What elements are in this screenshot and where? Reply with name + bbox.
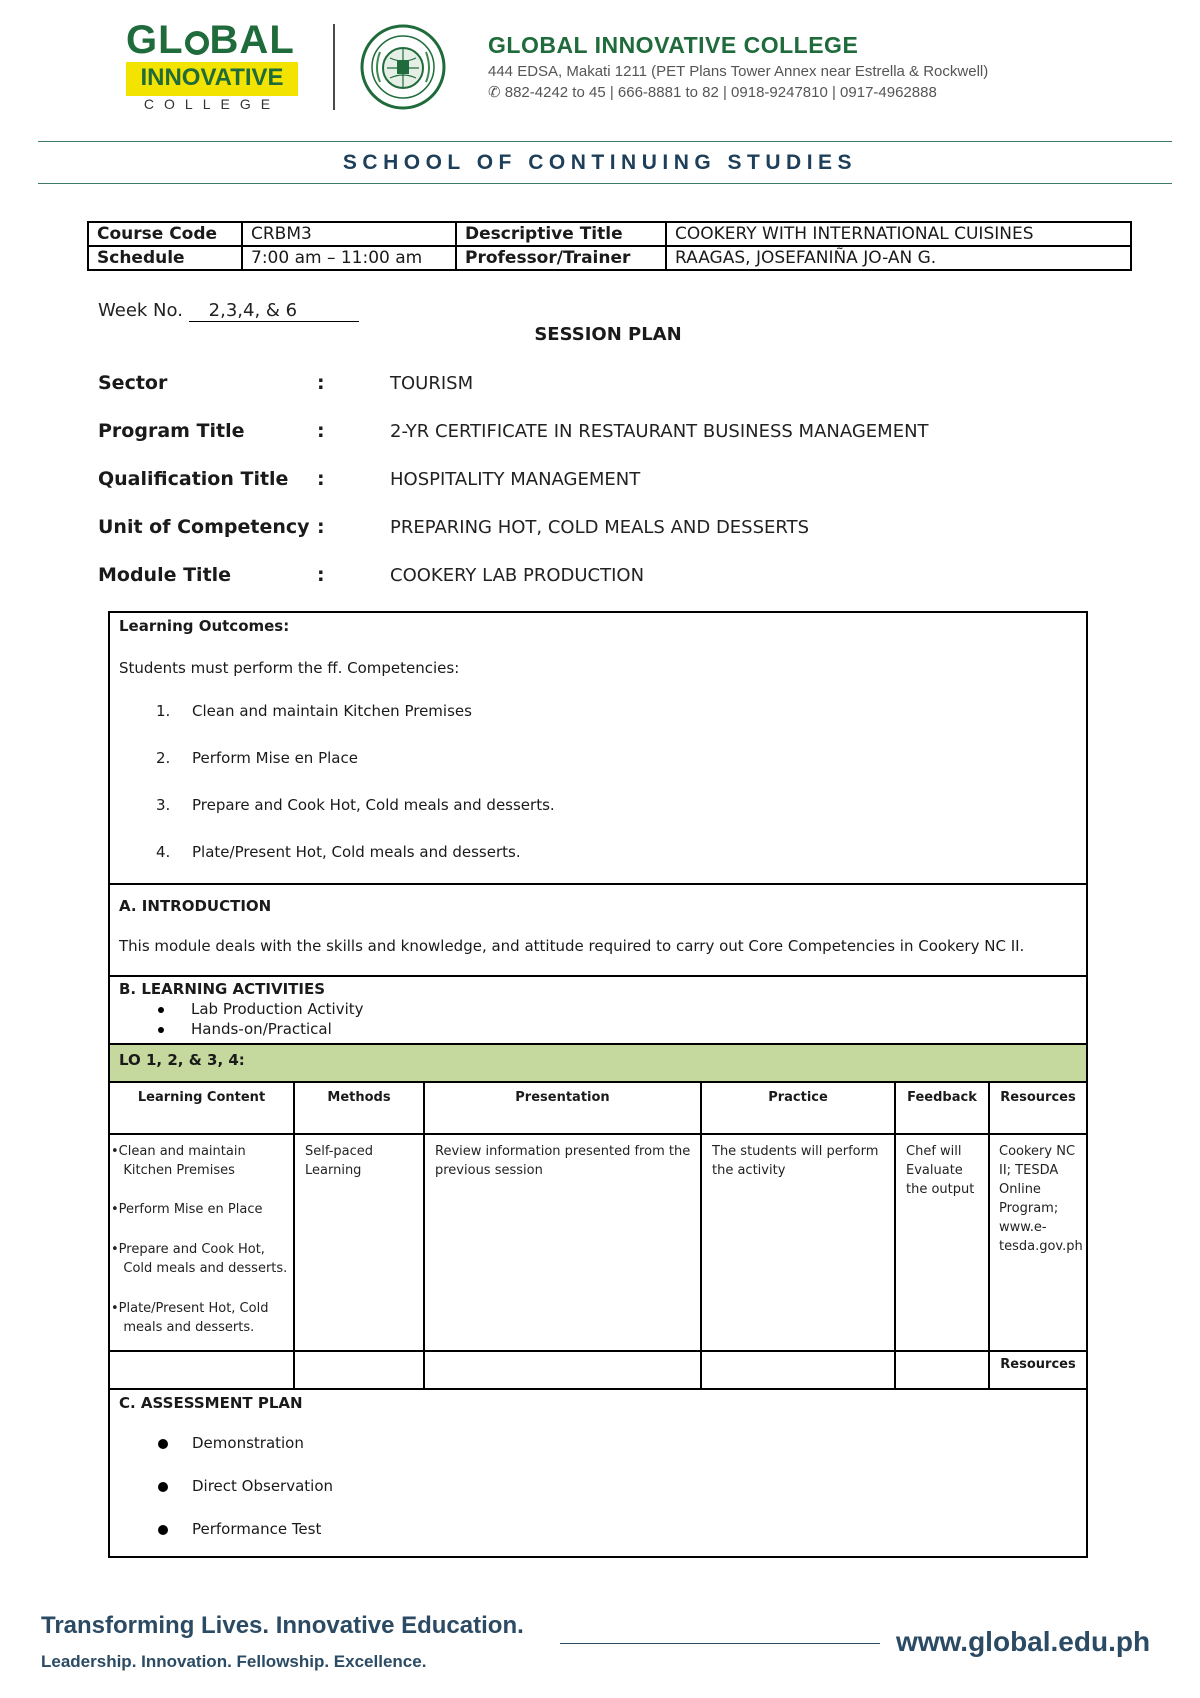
college-address: 444 EDSA, Makati 1211 (PET Plans Tower Annex near Estrella & Rockwell)	[488, 63, 989, 80]
course-info-row	[88, 222, 1131, 246]
header-learning-content: Learning Content	[137, 1090, 266, 1105]
bullet-icon	[158, 1439, 168, 1449]
field-colon: :	[317, 372, 325, 394]
presentation-cell: Review information presented from the previous session	[435, 1144, 691, 1178]
header-resources: Resources	[1000, 1090, 1076, 1105]
course-code-value: CRBM3	[242, 222, 456, 246]
section-divider	[108, 883, 1088, 885]
learning-content-item: •Plate/Present Hot, Cold meals and desserts.	[111, 1301, 269, 1335]
outcome-number: 1.	[156, 702, 171, 720]
school-title: SCHOOL OF CONTINUING STUDIES	[342, 151, 858, 174]
professor-value: RAAGAS, JOSEFANIÑA JO-AN G.	[666, 246, 1131, 270]
introduction-text: This module deals with the skills and knowledge, and attitude required to carry out Core Competencies in Cookery NC II.	[119, 937, 1025, 955]
qualification-title-label: Qualification Title	[98, 468, 289, 490]
qualification-title-value: HOSPITALITY MANAGEMENT	[390, 469, 641, 490]
professor-label: Professor/Trainer	[456, 246, 666, 270]
grid-column-line	[988, 1083, 990, 1388]
assessment-item: Demonstration	[158, 1434, 304, 1452]
outcome-item: Plate/Present Hot, Cold meals and desserts.	[192, 843, 521, 861]
unit-of-competency-label: Unit of Competency	[98, 516, 310, 538]
college-name-heading: GLOBAL INNOVATIVE COLLEGE	[488, 32, 859, 58]
field-colon: :	[317, 468, 325, 490]
learning-outcomes-heading: Learning Outcomes:	[119, 617, 290, 635]
header-rule-bottom	[38, 183, 1172, 184]
module-title-value: COOKERY LAB PRODUCTION	[390, 565, 645, 586]
footer-values: Leadership. Innovation. Fellowship. Excellence.	[41, 1652, 427, 1671]
section-divider	[108, 975, 1088, 977]
outcome-item: Perform Mise en Place	[192, 749, 358, 767]
activity-item: Hands-on/Practical	[158, 1020, 332, 1038]
methods-cell: Self-paced Learning	[305, 1144, 374, 1178]
outcome-item: Clean and maintain Kitchen Premises	[192, 702, 472, 720]
field-colon: :	[317, 564, 325, 586]
descriptive-title-value: COOKERY WITH INTERNATIONAL CUISINES	[666, 222, 1131, 246]
outcome-number: 4.	[156, 843, 171, 861]
learning-content-item: •Prepare and Cook Hot, Cold meals and desserts.	[111, 1242, 288, 1276]
week-value: 2,3,4, & 6	[189, 300, 359, 322]
learning-outcomes-intro: Students must perform the ff. Competencies:	[119, 659, 460, 677]
activity-item: Lab Production Activity	[158, 1000, 364, 1018]
assessment-item: Performance Test	[158, 1520, 321, 1538]
program-title-value: 2-YR CERTIFICATE IN RESTAURANT BUSINESS MANAGEMENT	[390, 421, 929, 442]
course-info-row	[88, 246, 1131, 270]
lo-band	[110, 1045, 1086, 1083]
footer-website-link[interactable]: www.global.edu.ph	[896, 1626, 1151, 1657]
header-practice: Practice	[768, 1090, 828, 1105]
logo-divider	[333, 24, 335, 110]
sector-label: Sector	[98, 372, 168, 394]
logo-innovative-text: INNOVATIVE	[140, 64, 284, 91]
logo-globe-o-icon	[185, 31, 209, 55]
learning-activities-heading: B. LEARNING ACTIVITIES	[119, 980, 326, 998]
grid-column-line	[894, 1083, 896, 1388]
schedule-value: 7:00 am – 11:00 am	[242, 246, 456, 270]
college-phone: ✆ 882-4242 to 45 | 666-8881 to 82 | 0918-9247810 | 0917-4962888	[488, 84, 937, 101]
resources-cell: Cookery NC II; TESDA Online Program; www.e- tesda.gov.ph	[999, 1144, 1083, 1254]
footer-tagline: Transforming Lives. Innovative Education.	[41, 1612, 524, 1639]
bullet-icon	[158, 1482, 168, 1492]
field-colon: :	[317, 420, 325, 442]
sector-value: TOURISM	[390, 373, 474, 394]
field-colon: :	[317, 516, 325, 538]
feedback-cell: Chef will Evaluate the output	[906, 1144, 975, 1197]
session-plan-title: SESSION PLAN	[534, 324, 682, 345]
week-label: Week No.	[98, 300, 183, 321]
header-presentation: Presentation	[515, 1090, 610, 1105]
phone-icon: ✆	[488, 84, 505, 101]
grid-column-line	[700, 1083, 702, 1388]
lo-band-label: LO 1, 2, & 3, 4:	[119, 1051, 245, 1069]
week-number	[98, 300, 359, 322]
practice-cell: The students will perform the activity	[712, 1144, 879, 1178]
learning-content-item: •Clean and maintain Kitchen Premises	[111, 1144, 246, 1178]
grid-header-line	[108, 1133, 1088, 1135]
module-title-label: Module Title	[98, 564, 232, 586]
footer-rule	[560, 1643, 880, 1644]
assessment-plan-heading: C. ASSESSMENT PLAN	[119, 1394, 303, 1412]
outcome-number: 2.	[156, 749, 171, 767]
outcome-item: Prepare and Cook Hot, Cold meals and desserts.	[192, 796, 555, 814]
logo-global-text: GL BAL	[126, 18, 295, 62]
bullet-icon	[158, 1027, 164, 1033]
grid-row-line	[108, 1350, 1088, 1352]
header-feedback: Feedback	[907, 1090, 977, 1105]
logo-college-text: COLLEGE	[143, 96, 281, 112]
outcome-number: 3.	[156, 796, 171, 814]
unit-of-competency-value: PREPARING HOT, COLD MEALS AND DESSERTS	[390, 517, 810, 538]
bullet-icon	[158, 1007, 164, 1013]
course-info-table	[87, 221, 1132, 271]
bullet-icon	[158, 1525, 168, 1535]
header-methods: Methods	[327, 1090, 391, 1105]
college-seal-icon	[360, 24, 446, 110]
learning-content-item: •Perform Mise en Place	[111, 1202, 263, 1217]
assessment-item: Direct Observation	[158, 1477, 333, 1495]
program-title-label: Program Title	[98, 420, 245, 442]
grid-bottom-line	[108, 1388, 1088, 1390]
header-rule-top	[38, 141, 1172, 142]
grid-column-line	[423, 1083, 425, 1388]
schedule-label: Schedule	[88, 246, 242, 270]
course-code-label: Course Code	[88, 222, 242, 246]
introduction-heading: A. INTRODUCTION	[119, 897, 272, 915]
descriptive-title-label: Descriptive Title	[456, 222, 666, 246]
grid-column-line	[293, 1083, 295, 1388]
footer-resources-label: Resources	[1000, 1357, 1076, 1372]
